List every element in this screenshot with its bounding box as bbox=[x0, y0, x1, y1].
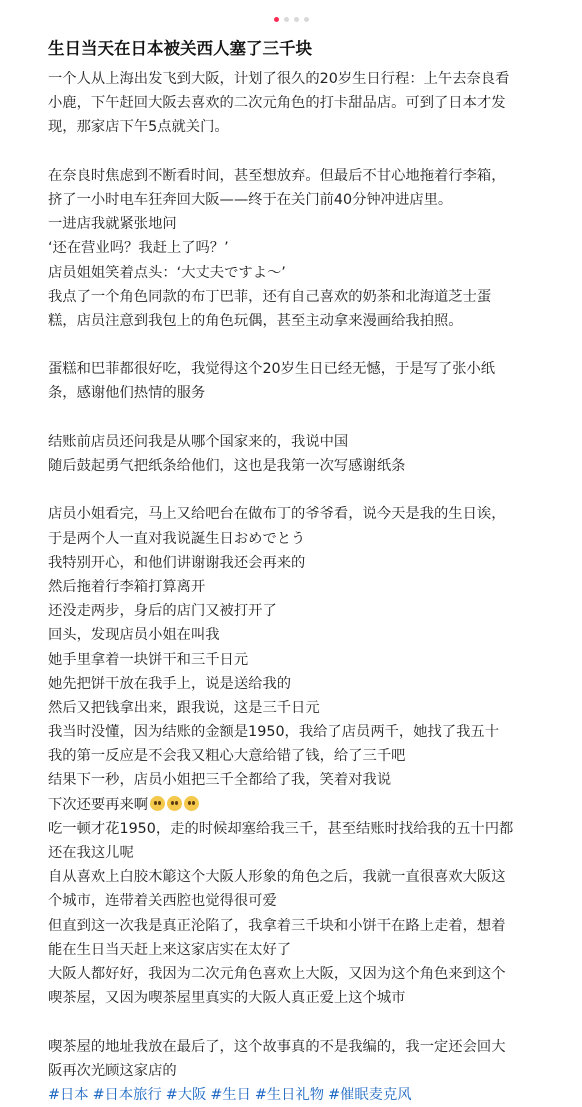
pager-dot[interactable] bbox=[294, 17, 299, 22]
text-line: 一进店我就紧张地问 bbox=[48, 216, 177, 233]
paragraph-spacer bbox=[48, 1010, 573, 1034]
paragraph-closing bbox=[48, 1035, 573, 1083]
paragraph-rush-to-shop bbox=[48, 164, 573, 333]
text-line-with-emoji bbox=[48, 793, 573, 817]
paragraph-spacer bbox=[48, 406, 573, 430]
post-title: 生日当天在日本被关西人塞了三千块 bbox=[48, 39, 312, 58]
hashtag-link[interactable]: #大阪 bbox=[165, 1086, 207, 1103]
text-line: 结账前店员还问我是从哪个国家来的，我说中国 bbox=[48, 433, 349, 450]
paragraph-spacer bbox=[48, 478, 573, 502]
text-line: 结果下一秒，店员小姐把三千全都给了我，笑着对我说 bbox=[48, 772, 392, 789]
text-line: 她手里拿着一块饼干和三千日元 bbox=[48, 651, 249, 668]
pager-dot[interactable] bbox=[284, 17, 289, 22]
text-line: 回头，发现店员小姐在叫我 bbox=[48, 627, 220, 644]
hashtag-link[interactable]: #生日礼物 bbox=[254, 1086, 325, 1103]
text-line: 然后拖着行李箱打算离开 bbox=[48, 578, 206, 595]
emoji-line-text: 下次还要再来啊 bbox=[48, 796, 149, 813]
text-line: 能在生日当天赶上来这家店实在太好了 bbox=[48, 941, 292, 958]
text-line: 还在我这儿呢 bbox=[48, 845, 134, 861]
text-line: 我当时没懂，因为结账的金额是1950，我给了店员两千，她找了我五十 bbox=[48, 724, 499, 741]
pleading-face-icon bbox=[184, 796, 199, 811]
paragraph-trip-plan bbox=[48, 67, 573, 140]
pleading-face-icon bbox=[150, 796, 165, 811]
pager-dot-active[interactable] bbox=[274, 17, 279, 22]
text-line: 蛋糕和巴菲都很好吃，我觉得这个20岁生日已经无憾，于是写了张小纸 bbox=[48, 361, 496, 378]
text-line: 然后又把钱拿出来，跟我说，这是三千日元 bbox=[48, 699, 320, 716]
image-pager-indicator[interactable] bbox=[0, 15, 582, 23]
text-line: 个城市，连带着关西腔也觉得很可爱 bbox=[48, 893, 277, 910]
text-line: 在奈良时焦虑到不断看时间，甚至想放弃。但最后不甘心地拖着行李箱， bbox=[48, 167, 506, 184]
text-line: 喫茶屋的地址我放在最后了，这个故事真的不是我编的，我一定还会回大 bbox=[48, 1038, 506, 1055]
text-line: 店员小姐看完，马上又给吧台在做布丁的爷爷看，说今天是我的生日诶， bbox=[48, 506, 506, 523]
text-line: 喫茶屋，又因为喫茶屋里真实的大阪人真正爱上这个城市 bbox=[48, 990, 406, 1007]
pager-dot[interactable] bbox=[304, 17, 309, 22]
text-line: 还没走两步，身后的店门又被打开了 bbox=[48, 603, 277, 620]
text-line: 现，那家店下午5点就关门。 bbox=[48, 119, 229, 136]
hashtag-link[interactable]: #生日 bbox=[210, 1086, 251, 1103]
text-line: 我点了一个角色同款的布丁巴菲，还有自己喜欢的奶茶和北海道芝士蛋 bbox=[48, 288, 492, 305]
text-line: 自从喜欢上白胶木簓这个大阪人形象的角色之后，我就一直很喜欢大阪这 bbox=[48, 869, 506, 886]
text-line: 挤了一小时电车狂奔回大阪——终于在关门前40分钟冲进店里。 bbox=[48, 191, 453, 208]
post-body bbox=[48, 67, 573, 1107]
text-line: 糕，店员注意到我包上的角色玩偶，甚至主动拿来漫画给我拍照。 bbox=[48, 312, 463, 329]
text-line: 条，感谢他们热情的服务 bbox=[48, 385, 206, 402]
text-line: 大阪人都好好，我因为二次元角色喜欢上大阪，又因为这个角色来到这个 bbox=[48, 965, 506, 982]
paragraph-spacer bbox=[48, 333, 573, 357]
pleading-face-icon bbox=[167, 796, 182, 811]
hashtag-row bbox=[48, 1083, 573, 1107]
paragraph-gift-story bbox=[48, 502, 573, 1010]
hashtag-link[interactable]: #日本旅行 bbox=[92, 1086, 162, 1103]
text-line: 店员姐姐笑着点头：‘大丈夫ですよ～’ bbox=[48, 264, 286, 281]
text-line: 我特别开心，和他们讲谢谢我还会再来的 bbox=[48, 554, 306, 571]
paragraph-checkout bbox=[48, 430, 573, 478]
text-line: ‘还在营业吗？我赶上了吗？’ bbox=[48, 240, 229, 257]
text-line: 阪再次光顾这家店的 bbox=[48, 1062, 177, 1079]
text-line: 随后鼓起勇气把纸条给他们，这也是我第一次写感谢纸条 bbox=[48, 458, 406, 474]
text-line: 我的第一反应是不会我又粗心大意给错了钱，给了三千吧 bbox=[48, 748, 406, 765]
text-line: 小鹿，下午赶回大阪去喜欢的二次元角色的打卡甜品店。可到了日本才发 bbox=[48, 95, 506, 112]
text-line: 一个人从上海出发飞到大阪，计划了很久的20岁生日行程：上午去奈良看 bbox=[48, 71, 510, 87]
hashtag-link[interactable]: #催眠麦克风 bbox=[328, 1086, 412, 1103]
text-line: 她先把饼干放在我手上，说是送给我的 bbox=[48, 675, 292, 692]
hashtag-link[interactable]: #日本 bbox=[48, 1086, 89, 1103]
paragraph-spacer bbox=[48, 140, 573, 164]
text-line: 于是两个人一直对我说誕生日おめでとう bbox=[48, 530, 306, 547]
text-line: 但直到这一次我是真正沦陷了，我拿着三千块和小饼干在路上走着，想着 bbox=[48, 917, 506, 934]
paragraph-thank-you-note bbox=[48, 357, 573, 405]
text-line: 吃一顿才花1950，走的时候却塞给我三千，甚至结账时找给我的五十円都 bbox=[48, 820, 514, 837]
